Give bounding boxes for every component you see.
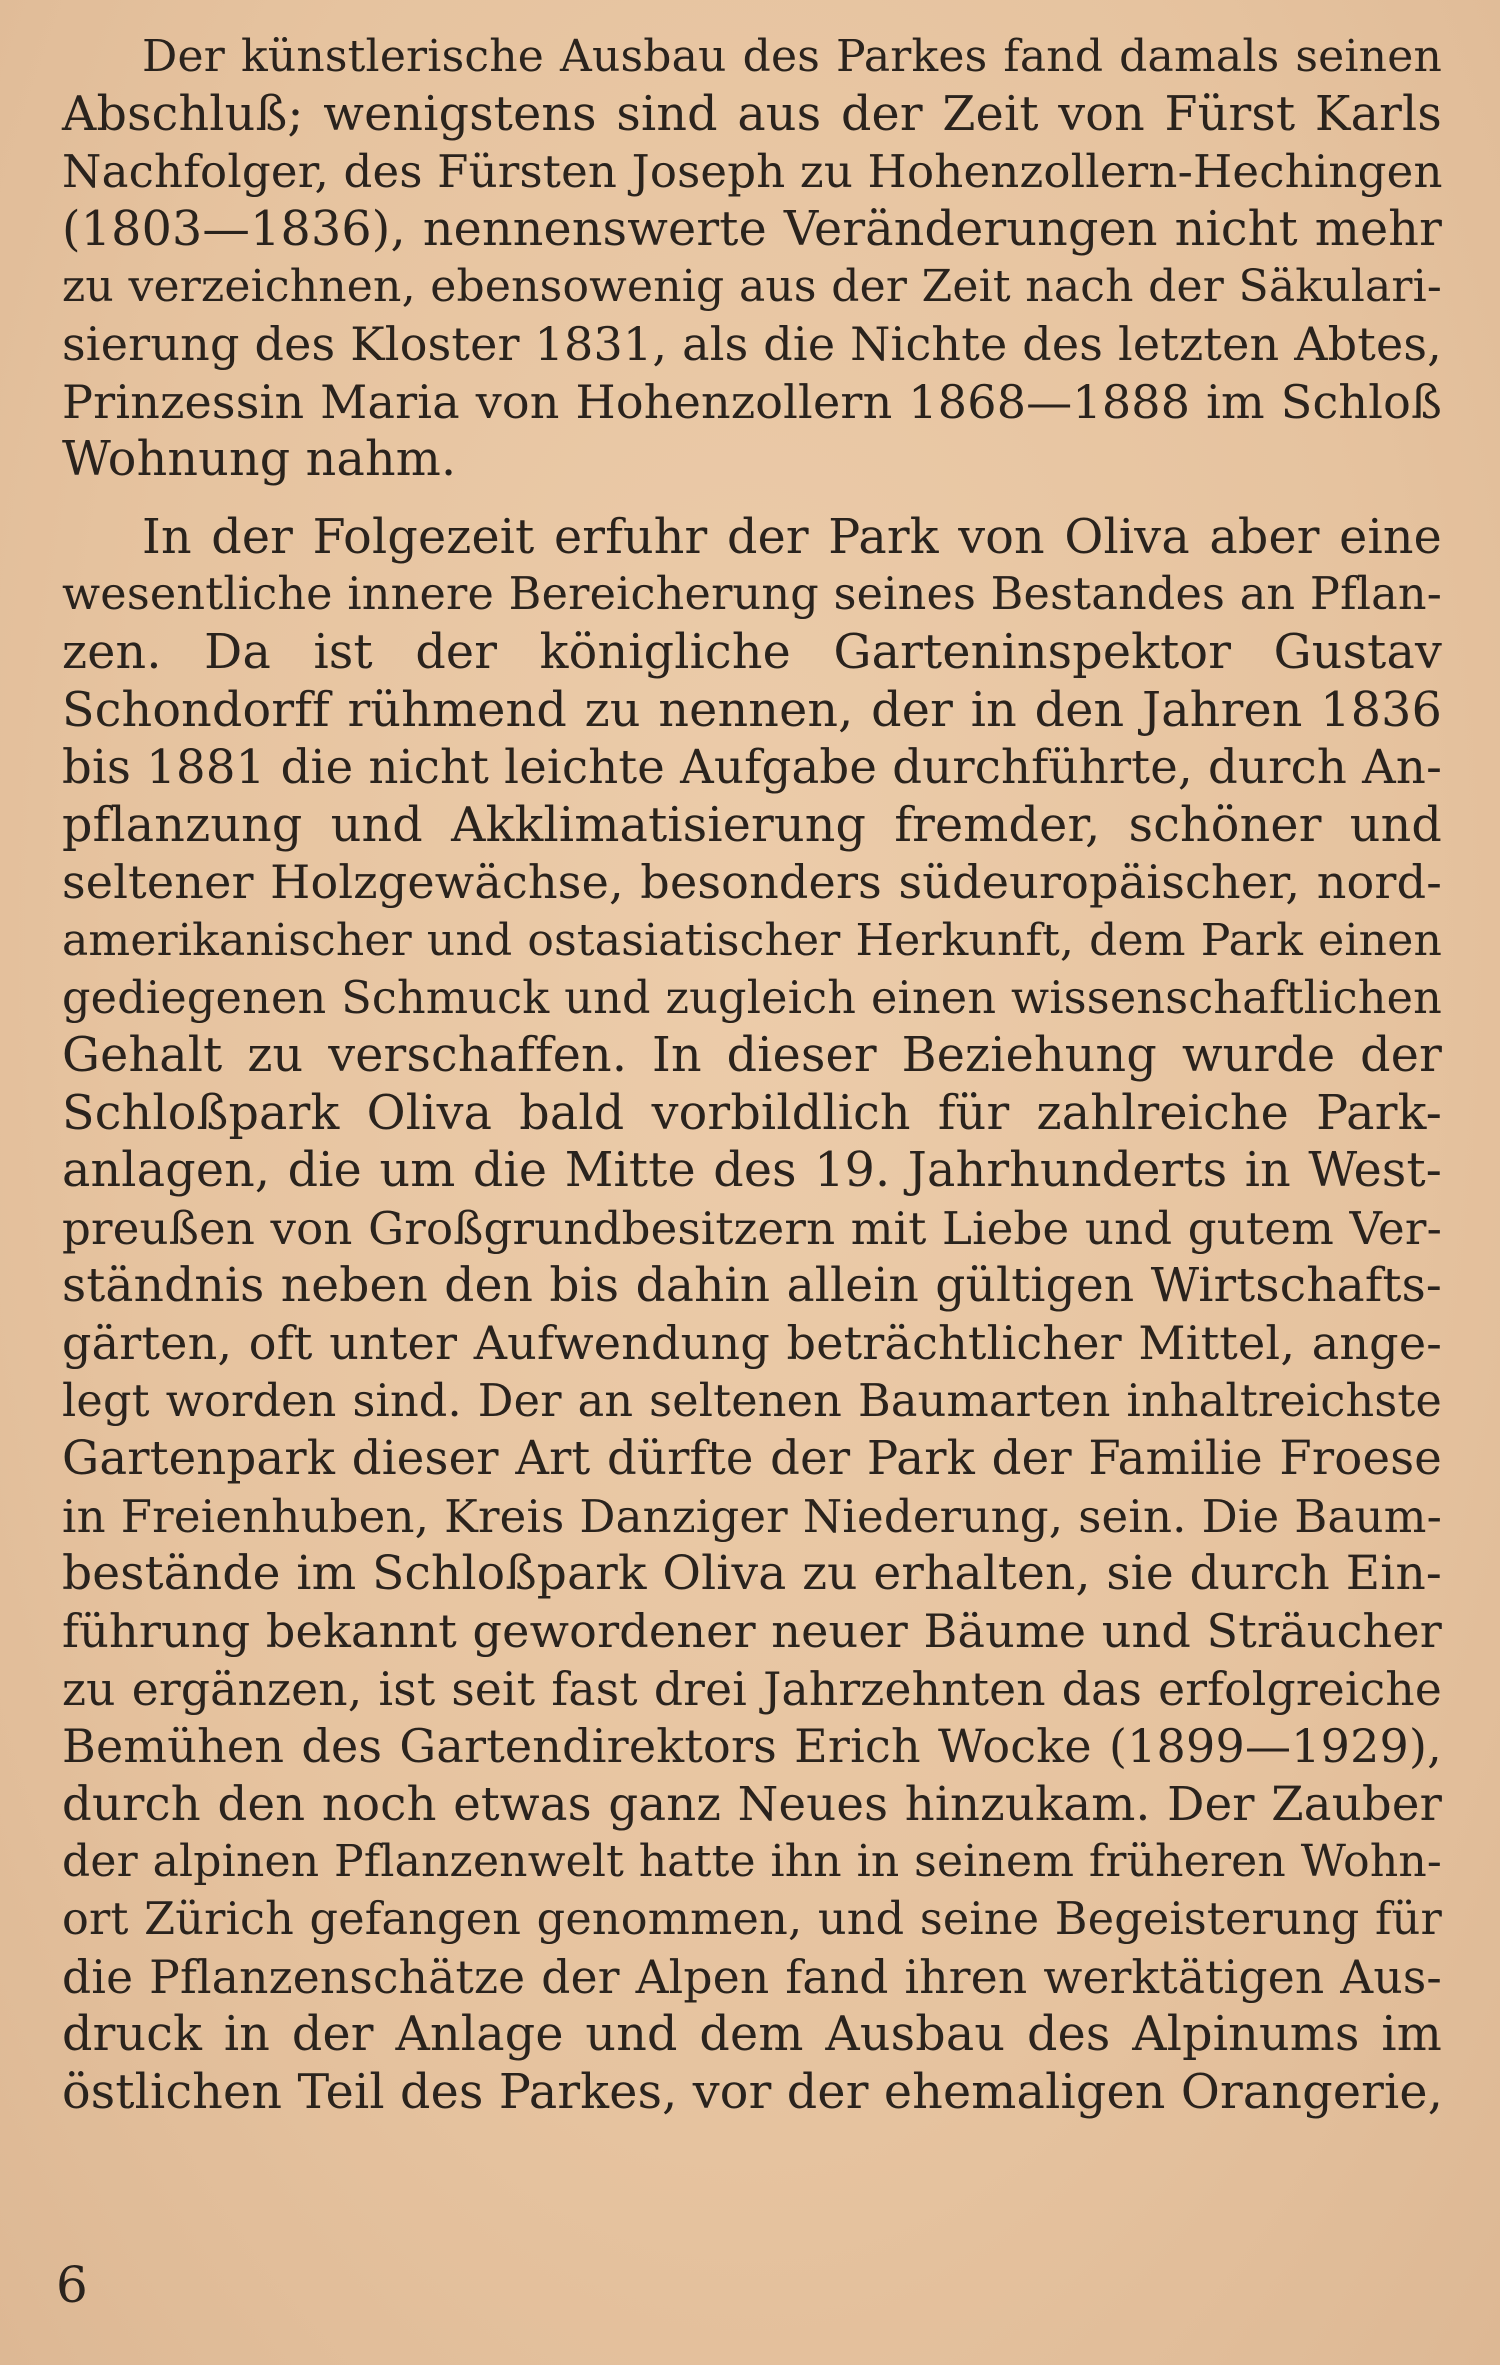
page-number: 6 xyxy=(56,2256,88,2314)
text-line: In der Folgezeit erfuhr der Park von Oliva aber eine xyxy=(142,509,1442,565)
text-line: in Freienhuben, Kreis Danziger Niederung, sein. Die Baum- xyxy=(62,1489,1442,1543)
text-line: Gartenpark dieser Art dürfte der Park der Familie Froese xyxy=(62,1431,1442,1486)
text-line: die Pflanzenschätze der Alpen fand ihren werktätigen Aus- xyxy=(62,1950,1442,2004)
text-line: führung bekannt gewordener neuer Bäume und Sträucher xyxy=(62,1604,1442,1659)
text-line: Der künstlerische Ausbau des Parkes fand damals seinen xyxy=(142,31,1442,82)
text-line: bis 1881 die nicht leichte Aufgabe durchführte, durch An- xyxy=(62,740,1442,795)
text-line: durch den noch etwas ganz Neues hinzukam. Der Zauber xyxy=(62,1776,1442,1831)
paragraph-spacer xyxy=(62,489,1442,509)
text-page xyxy=(62,28,1442,2121)
text-line: gediegenen Schmuck und zugleich einen wissenschaftlichen xyxy=(62,972,1442,1024)
text-line: Wohnung nahm. xyxy=(62,432,457,488)
text-line: östlichen Teil des Parkes, vor der ehemaligen Orangerie, xyxy=(62,2064,1444,2120)
text-line: Prinzessin Maria von Hohenzollern 1868—1888 im Schloß xyxy=(62,374,1442,429)
text-line: Bemühen des Gartendirektors Erich Wocke (1899—1929), xyxy=(62,1719,1442,1774)
text-line: Gehalt zu verschaffen. In dieser Beziehung wurde der xyxy=(62,1028,1442,1084)
text-line: gärten, oft unter Aufwendung beträchtlicher Mittel, ange- xyxy=(62,1316,1442,1371)
text-line: seltener Holzgewächse, besonders südeuropäischer, nord- xyxy=(62,855,1442,910)
text-line: Schloßpark Oliva bald vorbildlich für zahlreiche Park- xyxy=(62,1085,1442,1141)
text-line: bestände im Schloßpark Oliva zu erhalten, sie durch Ein- xyxy=(62,1546,1442,1602)
text-line: Schondorff rühmend zu nennen, der in den Jahren 1836 xyxy=(62,682,1442,738)
paragraph-1 xyxy=(62,28,1442,489)
text-line: preußen von Großgrundbesitzern mit Liebe und gutem Ver- xyxy=(62,1201,1442,1255)
paragraph-2 xyxy=(62,509,1442,2122)
text-line: sierung des Kloster 1831, als die Nichte des letzten Abtes, xyxy=(62,316,1442,371)
text-line: druck in der Anlage und dem Ausbau des Alpinums im xyxy=(62,2007,1442,2063)
text-line: zu verzeichnen, ebensowenig aus der Zeit nach der Säkulari- xyxy=(62,261,1442,313)
text-line: amerikanischer und ostasiatischer Herkunft, dem Park einen xyxy=(62,914,1442,966)
text-line: wesentliche innere Bereicherung seines Bestandes an Pflan- xyxy=(62,569,1442,621)
text-line: (1803—1836), nennenswerte Veränderungen nicht mehr xyxy=(62,201,1442,257)
text-line: der alpinen Pflanzenwelt hatte ihn in seinem früheren Wohn- xyxy=(62,1836,1442,1888)
text-line: zen. Da ist der königliche Garteninspektor Gustav xyxy=(62,624,1442,680)
text-line: pflanzung und Akklimatisierung fremder, schöner und xyxy=(62,797,1442,853)
text-line: anlagen, die um die Mitte des 19. Jahrhunderts in West- xyxy=(62,1143,1442,1199)
text-line: legt worden sind. Der an seltenen Baumarten inhaltreichste xyxy=(62,1375,1442,1427)
text-line: ständnis neben den bis dahin allein gültigen Wirtschafts- xyxy=(62,1258,1442,1314)
text-line: Abschluß; wenigstens sind aus der Zeit von Fürst Karls xyxy=(62,86,1442,142)
text-line: ort Zürich gefangen genommen, und seine Begeisterung für xyxy=(62,1894,1442,1945)
text-line: Nachfolger, des Fürsten Joseph zu Hohenzollern-Hechingen xyxy=(62,145,1443,199)
text-line: zu ergänzen, ist seit fast drei Jahrzehnten das erfolgreiche xyxy=(62,1662,1442,1716)
